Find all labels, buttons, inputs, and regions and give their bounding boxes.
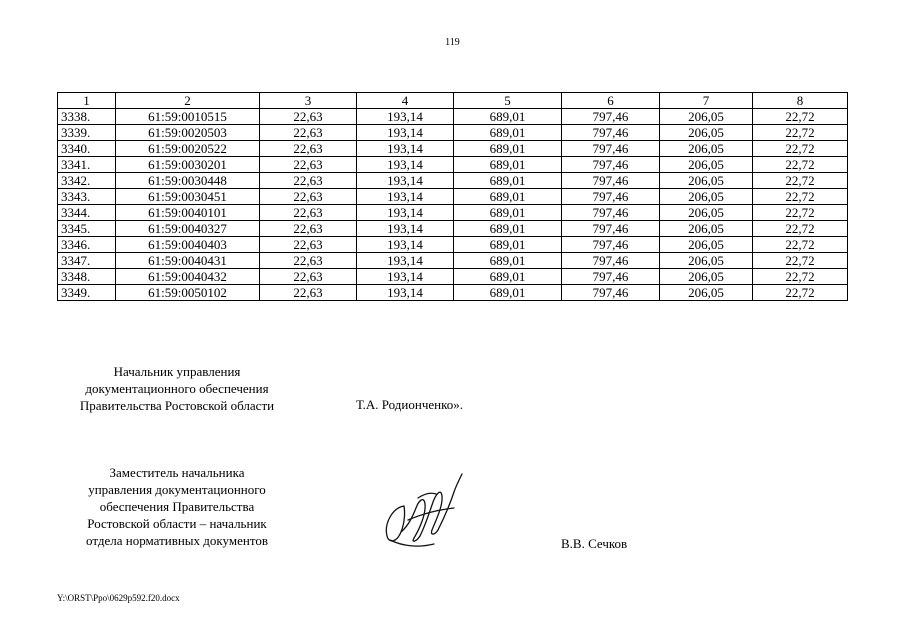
table-cell: 689,01 — [454, 237, 562, 253]
table-cell: 689,01 — [454, 141, 562, 157]
table-cell: 193,14 — [357, 285, 454, 301]
table-cell: 206,05 — [660, 125, 753, 141]
table-cell: 61:59:0040432 — [116, 269, 260, 285]
table-cell: 206,05 — [660, 221, 753, 237]
table-cell: 797,46 — [562, 285, 660, 301]
table-cell: 193,14 — [357, 109, 454, 125]
table-cell: 22,72 — [753, 157, 848, 173]
table-cell: 3338. — [58, 109, 116, 125]
table-cell: 3340. — [58, 141, 116, 157]
table-cell: 22,72 — [753, 221, 848, 237]
table-cell: 797,46 — [562, 141, 660, 157]
title-line: управления документационного — [88, 482, 266, 497]
table-cell: 193,14 — [357, 269, 454, 285]
table-cell: 689,01 — [454, 157, 562, 173]
table-cell: 3344. — [58, 205, 116, 221]
table-cell: 22,63 — [260, 237, 357, 253]
table-cell: 3348. — [58, 269, 116, 285]
column-header: 1 — [58, 93, 116, 109]
signatory-2-name: В.В. Сечков — [561, 536, 628, 551]
table-cell: 61:59:0040431 — [116, 253, 260, 269]
table-cell: 22,63 — [260, 173, 357, 189]
column-header: 6 — [562, 93, 660, 109]
table-cell: 206,05 — [660, 173, 753, 189]
table-cell: 22,63 — [260, 253, 357, 269]
table-cell: 3339. — [58, 125, 116, 141]
table-cell: 22,63 — [260, 221, 357, 237]
table-cell: 22,63 — [260, 205, 357, 221]
table-row — [58, 205, 848, 221]
table-cell: 689,01 — [454, 109, 562, 125]
table-cell: 3343. — [58, 189, 116, 205]
table-cell: 689,01 — [454, 173, 562, 189]
table-cell: 22,72 — [753, 125, 848, 141]
table-cell: 61:59:0050102 — [116, 285, 260, 301]
table-cell: 689,01 — [454, 285, 562, 301]
table-row — [58, 173, 848, 189]
table-cell: 797,46 — [562, 237, 660, 253]
table-cell: 22,72 — [753, 285, 848, 301]
table-cell: 206,05 — [660, 157, 753, 173]
table-cell: 193,14 — [357, 253, 454, 269]
table-cell: 61:59:0040101 — [116, 205, 260, 221]
signatory-1-name: Т.А. Родионченко». — [356, 397, 464, 412]
title-line: Заместитель начальника — [109, 465, 245, 480]
table-cell: 797,46 — [562, 157, 660, 173]
page-number: 119 — [445, 37, 460, 48]
table-cell: 193,14 — [357, 125, 454, 141]
table-cell: 61:59:0030201 — [116, 157, 260, 173]
table-header-row — [58, 93, 848, 109]
table-cell: 193,14 — [357, 221, 454, 237]
table-cell: 61:59:0030451 — [116, 189, 260, 205]
table-cell: 3345. — [58, 221, 116, 237]
table-cell: 689,01 — [454, 189, 562, 205]
table-cell: 22,63 — [260, 285, 357, 301]
table-cell: 22,72 — [753, 109, 848, 125]
table-cell: 61:59:0020503 — [116, 125, 260, 141]
table-cell: 22,63 — [260, 125, 357, 141]
table-cell: 3346. — [58, 237, 116, 253]
table-cell: 797,46 — [562, 125, 660, 141]
handwritten-signature-icon — [378, 468, 470, 552]
signatory-1-title — [57, 363, 297, 414]
table-cell: 797,46 — [562, 221, 660, 237]
column-header: 7 — [660, 93, 753, 109]
title-line: Правительства Ростовской области — [79, 398, 275, 413]
table-cell: 689,01 — [454, 269, 562, 285]
table-cell: 61:59:0030448 — [116, 173, 260, 189]
table-cell: 22,72 — [753, 205, 848, 221]
title-line: Начальник управления — [113, 364, 241, 379]
table-cell: 61:59:0040327 — [116, 221, 260, 237]
table-cell: 193,14 — [357, 141, 454, 157]
table-cell: 193,14 — [357, 157, 454, 173]
title-line: документационного обеспечения — [85, 381, 269, 396]
table-cell: 61:59:0020522 — [116, 141, 260, 157]
column-header: 4 — [357, 93, 454, 109]
table-cell: 22,72 — [753, 269, 848, 285]
column-header: 3 — [260, 93, 357, 109]
table-cell: 206,05 — [660, 285, 753, 301]
table-cell: 22,72 — [753, 189, 848, 205]
table-cell: 689,01 — [454, 125, 562, 141]
table-cell: 61:59:0010515 — [116, 109, 260, 125]
table-row — [58, 157, 848, 173]
table-cell: 797,46 — [562, 189, 660, 205]
table-row — [58, 189, 848, 205]
table-row — [58, 109, 848, 125]
table-cell: 193,14 — [357, 205, 454, 221]
table-cell: 797,46 — [562, 205, 660, 221]
table-row — [58, 221, 848, 237]
table-cell: 22,72 — [753, 253, 848, 269]
column-header: 5 — [454, 93, 562, 109]
table-cell: 22,72 — [753, 173, 848, 189]
table-cell: 206,05 — [660, 253, 753, 269]
table-cell: 22,63 — [260, 109, 357, 125]
table-row — [58, 125, 848, 141]
table-cell: 206,05 — [660, 237, 753, 253]
table-row — [58, 253, 848, 269]
table-cell: 3341. — [58, 157, 116, 173]
table-cell: 3342. — [58, 173, 116, 189]
title-line: обеспечения Правительства — [99, 499, 255, 514]
table-cell: 61:59:0040403 — [116, 237, 260, 253]
table-cell: 797,46 — [562, 253, 660, 269]
table-cell: 22,72 — [753, 237, 848, 253]
table-cell: 689,01 — [454, 253, 562, 269]
table-cell: 797,46 — [562, 109, 660, 125]
table-cell: 22,72 — [753, 141, 848, 157]
table-cell: 797,46 — [562, 269, 660, 285]
table-cell: 193,14 — [357, 189, 454, 205]
table-row — [58, 141, 848, 157]
table-cell: 22,63 — [260, 141, 357, 157]
table-cell: 22,63 — [260, 269, 357, 285]
table-cell: 193,14 — [357, 237, 454, 253]
tariff-table — [57, 92, 848, 301]
table-row — [58, 269, 848, 285]
table-cell: 689,01 — [454, 221, 562, 237]
title-line: отдела нормативных документов — [86, 533, 268, 548]
table-cell: 206,05 — [660, 109, 753, 125]
column-header: 2 — [116, 93, 260, 109]
title-line: Ростовской области – начальник — [87, 516, 267, 531]
table-cell: 206,05 — [660, 141, 753, 157]
table-cell: 689,01 — [454, 205, 562, 221]
table-row — [58, 237, 848, 253]
table-cell: 3349. — [58, 285, 116, 301]
table-cell: 22,63 — [260, 189, 357, 205]
table-cell: 3347. — [58, 253, 116, 269]
table-cell: 22,63 — [260, 157, 357, 173]
footer-file-path: Y:\ORST\Ppo\0629p592.f20.docx — [57, 593, 180, 603]
table-cell: 206,05 — [660, 189, 753, 205]
table-cell: 797,46 — [562, 173, 660, 189]
table-row — [58, 285, 848, 301]
column-header: 8 — [753, 93, 848, 109]
signatory-2-title — [57, 464, 297, 549]
table-cell: 193,14 — [357, 173, 454, 189]
table-cell: 206,05 — [660, 269, 753, 285]
table-cell: 206,05 — [660, 205, 753, 221]
